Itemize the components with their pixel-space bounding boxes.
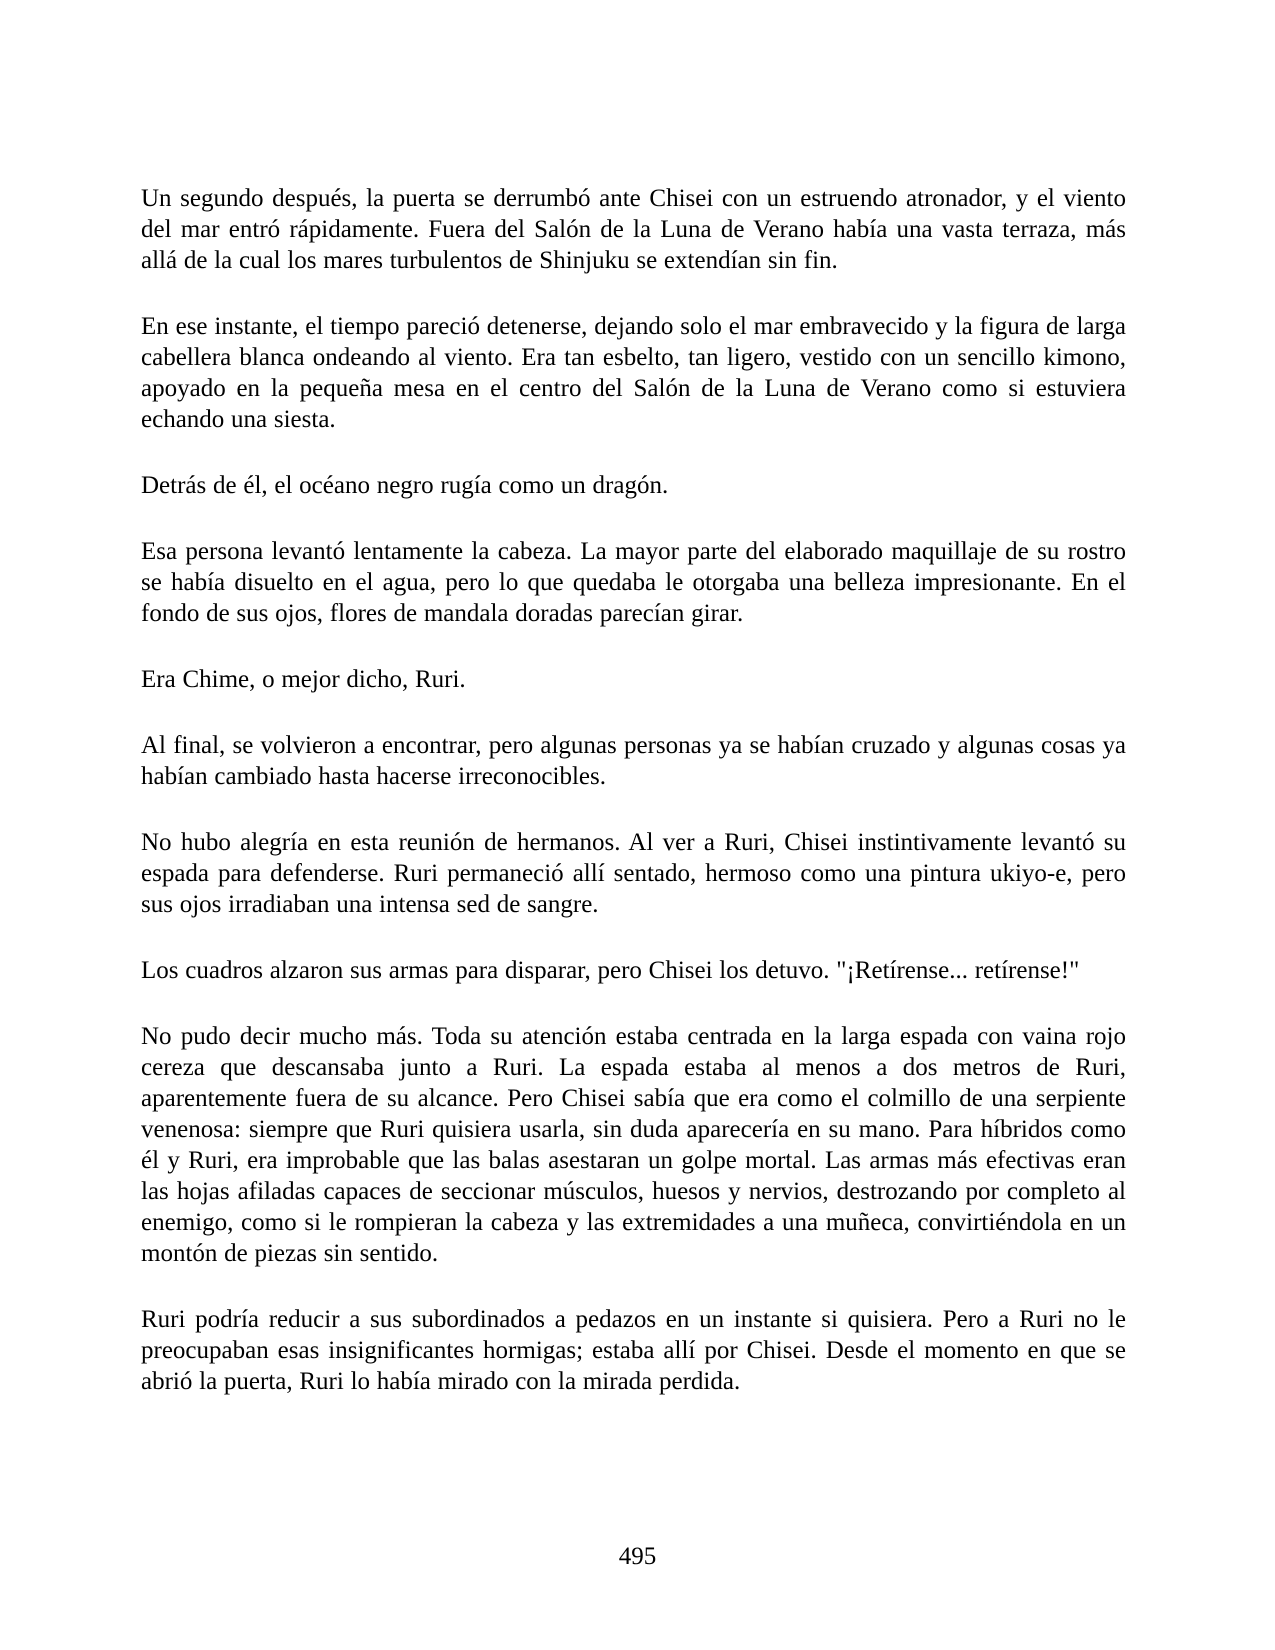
paragraph: Un segundo después, la puerta se derrumbó ante Chisei con un estruendo atronador, y el viento del mar entró rápidamente. Fuera del Salón de la Luna de Verano había una vasta terraza, más allá de la cual los mares turbulentos de Shinjuku se extendían sin fin. <box>141 185 1126 274</box>
page-number: 495 <box>618 1543 657 1570</box>
paragraph: Esa persona levantó lentamente la cabeza. La mayor parte del elaborado maquillaje de su rostro se había disuelto en el agua, pero lo que quedaba le otorgaba una belleza impresionante. En el fondo de sus ojos, flores de mandala doradas parecían girar. <box>141 538 1126 627</box>
paragraph: Los cuadros alzaron sus armas para disparar, pero Chisei los detuvo. "¡Retírense... retírense!" <box>141 957 1080 984</box>
paragraph: Ruri podría reducir a sus subordinados a pedazos en un instante si quisiera. Pero a Ruri no le preocupaban esas insignificantes hormigas; estaba allí por Chisei. Desde el momento en que se abrió la puerta, Ruri lo había mirado con la mirada perdida. <box>141 1306 1126 1395</box>
paragraph: En ese instante, el tiempo pareció detenerse, dejando solo el mar embravecido y la figura de larga cabellera blanca ondeando al viento. Era tan esbelto, tan ligero, vestido con un sencillo kimono, apoyado en la pequeña mesa en el centro del Salón de la Luna de Verano como si estuviera echando una siesta. <box>141 313 1126 433</box>
paragraph: No hubo alegría en esta reunión de hermanos. Al ver a Ruri, Chisei instintivamente levantó su espada para defenderse. Ruri permaneció allí sentado, hermoso como una pintura ukiyo-e, pero sus ojos irradiaban una intensa sed de sangre. <box>141 829 1126 918</box>
paragraph: Detrás de él, el océano negro rugía como un dragón. <box>141 472 669 499</box>
paragraph: Al final, se volvieron a encontrar, pero algunas personas ya se habían cruzado y algunas cosas ya habían cambiado hasta hacerse irreconocibles. <box>141 732 1126 790</box>
paragraph: No pudo decir mucho más. Toda su atención estaba centrada en la larga espada con vaina rojo cereza que descansaba junto a Ruri. La espada estaba al menos a dos metros de Ruri, aparentemente fuera de su alcance. Pero Chisei sabía que era como el colmillo de una serpiente venenosa: siempre que Ruri quisiera usarla, sin duda aparecería en su mano. Para híbridos como él y Ruri, era improbable que las balas asestaran un golpe mortal. Las armas más efectivas eran las hojas afiladas capaces de seccionar músculos, huesos y nervios, destrozando por completo al enemigo, como si le rompieran la cabeza y las extremidades a una muñeca, convirtiéndola en un montón de piezas sin sentido. <box>141 1023 1126 1267</box>
paragraph: Era Chime, o mejor dicho, Ruri. <box>141 666 466 693</box>
page-text-block <box>141 183 1126 1397</box>
